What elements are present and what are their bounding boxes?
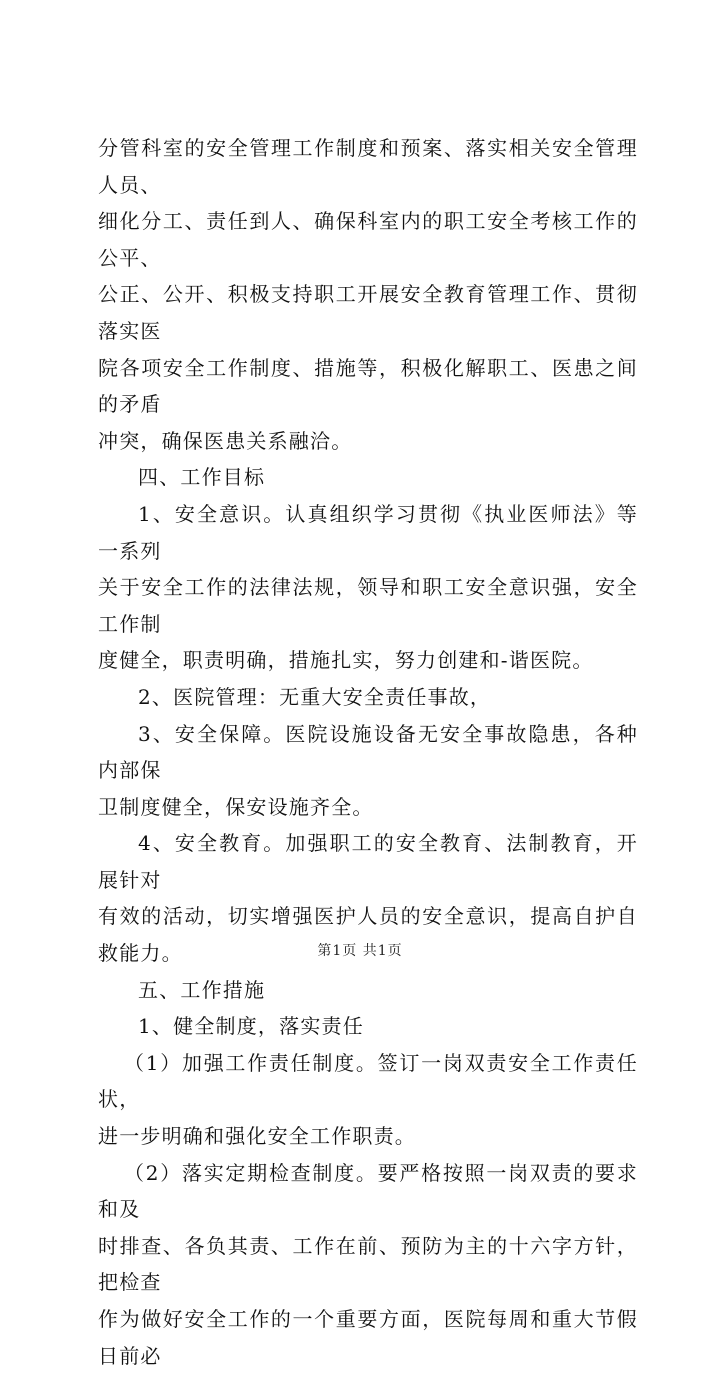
text-line: 分管科室的安全管理工作制度和预案、落实相关安全管理人员、 bbox=[98, 136, 638, 197]
section-heading-measures bbox=[98, 972, 638, 1009]
paragraph-measure-1-2 bbox=[98, 1155, 638, 1374]
document-body bbox=[98, 130, 638, 1374]
text-line: 作为做好安全工作的一个重要方面，医院每周和重大节假日前必 bbox=[98, 1307, 638, 1368]
text-line: 关于安全工作的法律法规，领导和职工安全意识强，安全工作制 bbox=[98, 575, 638, 636]
text-line: 进一步明确和强化安全工作职责。 bbox=[98, 1124, 416, 1149]
subheading-measure-1 bbox=[98, 1008, 638, 1045]
paragraph-goal-1 bbox=[98, 496, 638, 679]
text-line: 1、安全意识。认真组织学习贯彻《执业医师法》等一系列 bbox=[98, 501, 638, 563]
text-line: 时排查、各负其责、工作在前、预防为主的十六字方针，把检查 bbox=[98, 1233, 638, 1295]
text-line: 卫制度健全，保安设施齐全。 bbox=[98, 794, 374, 819]
text-line: 度健全，职责明确，措施扎实，努力创建和-谐医院。 bbox=[98, 648, 594, 673]
section-heading-goals bbox=[98, 459, 638, 496]
text-line: 细化分工、责任到人、确保科室内的职工安全考核工作的公平、 bbox=[98, 209, 638, 270]
paragraph-goal-3 bbox=[98, 716, 638, 826]
heading-text: 五、工作措施 bbox=[138, 977, 266, 1002]
paragraph-goal-2 bbox=[98, 679, 638, 716]
text-line: 4、安全教育。加强职工的安全教育、法制教育，开展针对 bbox=[98, 831, 638, 892]
page-number-label: 第1页 共1页 bbox=[317, 943, 403, 959]
subheading-text: 1、健全制度，落实责任 bbox=[138, 1014, 364, 1039]
paragraph-intro bbox=[98, 130, 638, 459]
heading-text: 四、工作目标 bbox=[138, 465, 266, 490]
page-footer bbox=[0, 940, 720, 960]
text-line: 2、医院管理：无重大安全责任事故， bbox=[138, 684, 492, 709]
text-line: 冲突，确保医患关系融洽。 bbox=[98, 428, 353, 453]
text-line: （2）落实定期检查制度。要严格按照一岗双责的要求和及 bbox=[98, 1160, 638, 1222]
text-line: 3、安全保障。医院设施设备无安全事故隐患，各种内部保 bbox=[98, 721, 638, 783]
text-line: （1）加强工作责任制度。签订一岗双责安全工作责任状， bbox=[98, 1050, 638, 1112]
text-line: 院各项安全工作制度、措施等，积极化解职工、医患之间的矛盾 bbox=[98, 355, 638, 417]
text-line: 有效的活动，切实增强医护人员的安全意识，提高自护自救能力。 bbox=[98, 904, 638, 966]
text-line: 公正、公开、积极支持职工开展安全教育管理工作、贯彻落实医 bbox=[98, 282, 638, 343]
paragraph-measure-1-1 bbox=[98, 1045, 638, 1155]
